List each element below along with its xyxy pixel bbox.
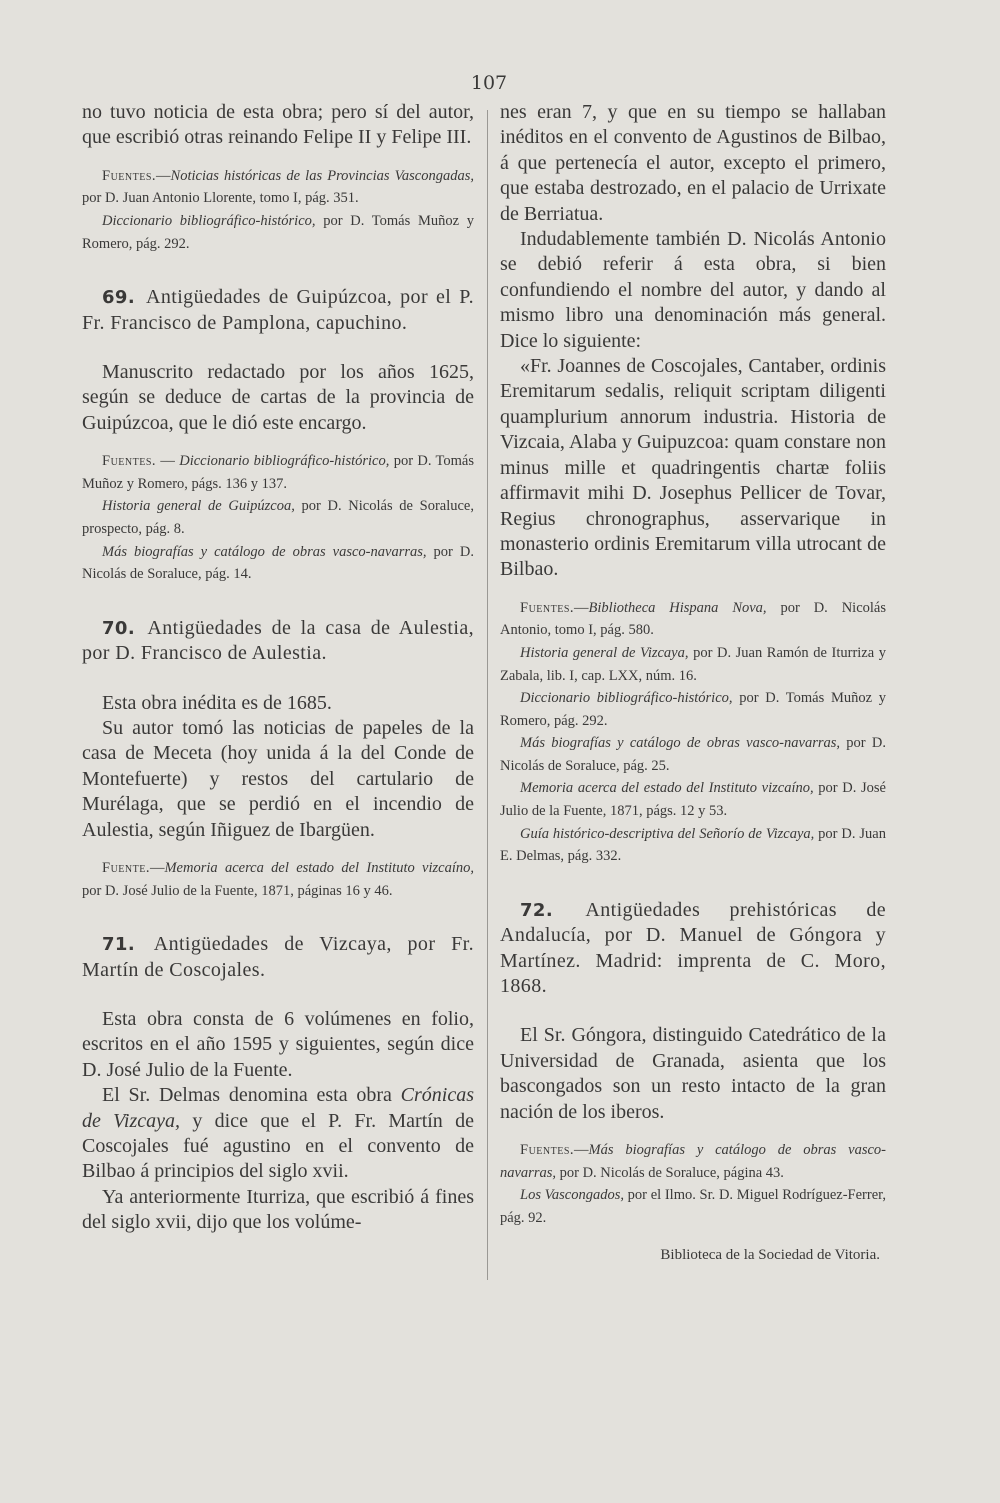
entry-number: 72. — [520, 899, 554, 921]
source-detail: por D. Juan Antonio Llorente, tomo I, pág. 351. — [82, 190, 359, 207]
source-title: Diccionario bibliográfico-histórico, — [102, 213, 316, 229]
entry-paragraph: Esta obra consta de 6 volúmenes en folio, escritos en el año 1595 y siguientes, según dice D. José Julio de la Fuente. — [82, 1008, 474, 1081]
sources-label: Fuente. — [102, 860, 150, 877]
entry-number: 71. — [102, 934, 136, 956]
sources-notes: Fuentes.—Noticias históricas de las Provincias Vascongadas, por D. Juan Antonio Llorente, tomo I, pág. 351. Diccionario bibliográfico-histórico, por D. Tomás Muñoz y Romero, pág. 292. — [82, 167, 474, 252]
entry-title: Antigüedades de la casa de Aulestia, por D. Francisco de Aulestia. — [82, 616, 474, 665]
source-title: Diccionario bibliográfico-histórico, — [179, 453, 390, 470]
sources-notes: Fuente.—Memoria acerca del estado del Instituto vizcaíno, por D. José Julio de la Fuente, 1871, páginas 16 y 46. — [82, 860, 474, 899]
page-number: 107 — [470, 72, 508, 94]
source-detail: por D. Tomás Muñoz y Romero, pág. 292. — [500, 690, 886, 729]
sources-label: Fuentes. — [520, 1142, 575, 1159]
paragraph-text: El Sr. Delmas denomina esta obra — [102, 1084, 401, 1107]
entry-heading — [82, 616, 474, 667]
sources-label: Fuentes. — [520, 599, 575, 616]
entry-paragraph: Esta obra inédita es de 1685. — [102, 691, 332, 714]
source-title: Más biografías y catálogo de obras vasco-navarras, — [520, 735, 841, 752]
source-title: Más biografías y catálogo de obras vasco-navarras, — [102, 543, 427, 560]
source-detail: por D. José Julio de la Fuente, 1871, págs. 12 y 53. — [500, 780, 886, 820]
entry-title: Antigüedades prehistóricas de Andalucía, por D. Manuel de Góngora y Martínez. Madrid: imprenta de C. Moro, 1868. — [500, 898, 887, 998]
cited-title: Crónicas de Vizcaya, — [82, 1084, 474, 1132]
source-detail: por D. Nicolás Antonio, tomo I, pág. 580. — [500, 599, 886, 639]
latin-quote: «Fr. Joannes de Coscojales, Cantaber, ordinis Eremitarum sedalis, reliquit scriptam diligenti quamplurium annorum industria. Historia de Vizcaia, Alaba y Guipuzcoa: quam constare non minus mille et quadringentis chartæ foliis affirmavit mihi D. Josephus Pellicer de Tovar, Regius chronographus, asservarique in monasterio ordinis Eremitarum villa utrocant de Bilbao. — [500, 355, 886, 581]
source-title: Noticias históricas de las Provincias Vascongadas, — [170, 167, 474, 184]
entry-heading — [82, 932, 474, 983]
source-detail: por D. Nicolás de Soraluce, pág. 25. — [500, 735, 886, 774]
source-title: Historia general de Vizcaya, — [520, 644, 689, 661]
entry-number: 70. — [102, 617, 136, 639]
entry-title: Antigüedades de Vizcaya, por Fr. Martín de Coscojales. — [82, 933, 475, 981]
source-title: Bibliotheca Hispana Nova, — [588, 599, 767, 616]
source-detail: por D. Nicolás de Soraluce, página 43. — [556, 1164, 784, 1181]
source-detail: por D. Juan Ramón de Iturriza y Zabala, lib. I, cap. LXX, núm. 16. — [500, 644, 886, 684]
sources-notes: Fuentes.—Bibliotheca Hispana Nova, por D. Nicolás Antonio, tomo I, pág. 580. Historia general de Vizcaya, por D. Juan Ramón de Iturriza y Zabala, lib. I, cap. LXX, núm. 16. Diccionario bibliográfico-histórico, por D. Tomás Muñoz y Romero, pág. 292. Más biografías y catálogo de obras vasco-navarras, por D. Nicolás de Soraluce, pág. 25. Memoria acerca del estado del Instituto vizcaíno, por D. José Julio de la Fuente, 1871, págs. 12 y 53. Guía histórico-descriptiva del Señorío de Vizcaya, por D. Juan E. Delmas, pág. 332. — [500, 599, 886, 865]
sources-notes: Fuentes.—Más biografías y catálogo de obras vasco-navarras, por D. Nicolás de Soraluce, página 43. Los Vascongados, por el Ilmo. Sr. D. Miguel Rodríguez-Ferrer, pág. 92. — [500, 1142, 886, 1226]
source-detail: por D. Juan E. Delmas, pág. 332. — [500, 825, 886, 865]
source-detail: por D. Nicolás de Soraluce, pág. 14. — [82, 543, 474, 583]
entry-paragraph: El Sr. Góngora, distinguido Catedrático de la Universidad de Granada, asienta que los bascongados son un resto intacto de la gran nación de los iberos. — [500, 1024, 886, 1123]
entry-number: 69. — [102, 287, 136, 309]
sources-notes: Fuentes. — Diccionario bibliográfico-histórico, por D. Tomás Muñoz y Romero, págs. 136 y 137. Historia general de Guipúzcoa, por D. Nicolás de Soraluce, prospecto, pág. 8. Más biografías y catálogo de obras vasco-navarras, por D. Nicolás de Soraluce, pág. 14. — [82, 453, 475, 583]
right-column — [500, 100, 886, 1264]
source-detail: por D. José Julio de la Fuente, 1871, páginas 16 y 46. — [82, 882, 393, 899]
column-divider — [487, 110, 488, 1280]
entry-paragraph: Manuscrito redactado por los años 1625, según se deduce de cartas de la provincia de Guipúzcoa, que le dió este encargo. — [82, 361, 474, 434]
paragraph-text: y dice que el P. Fr. Martín de Coscojales fué agustino en el convento de Bilbao á principios del siglo xvii. — [82, 1109, 474, 1183]
sources-label: Fuentes. — [102, 167, 157, 184]
source-title: Memoria acerca del estado del Instituto vizcaíno, — [164, 860, 474, 877]
entry-paragraph: Indudablemente también D. Nicolás Antonio se debió referir á esta obra, si bien confundiendo el nombre del autor, y dando al mismo libro una denominación más general. Dice lo siguiente: — [500, 228, 886, 352]
entry-heading — [500, 898, 886, 1000]
source-title: Los Vascongados, — [520, 1187, 624, 1204]
source-title: Más biografías y catálogo de obras vasco-navarras, — [500, 1142, 886, 1181]
source-detail: por D. Tomás Muñoz y Romero, pág. 292. — [82, 213, 474, 252]
continuation-paragraph: nes eran 7, y que en su tiempo se hallaban inéditos en el convento de Agustinos de Bilbao, á que pertenecía el autor, excepto el primero, que estaba destrozado, en el palacio de Urrixate de Berriatua. — [500, 101, 886, 225]
continuation-paragraph: no tuvo noticia de esta obra; pero sí del autor, que escribió otras reinando Felipe II y Felipe III. — [82, 101, 474, 149]
entry-title: Antigüedades de Guipúzcoa, por el P. Fr. Francisco de Pamplona, capuchino. — [82, 286, 474, 334]
entry-heading — [82, 285, 474, 336]
sources-label: Fuentes. — [102, 453, 157, 470]
entry-paragraph — [82, 1083, 474, 1185]
entry-paragraph: Ya anteriormente Iturriza, que escribió á fines del siglo xvii, dijo que los volúme- — [82, 1185, 474, 1234]
library-credit: Biblioteca de la Sociedad de Vitoria. — [660, 1247, 880, 1264]
entry-paragraph: Su autor tomó las noticias de papeles de la casa de Meceta (hoy unida á la del Conde de Montefuerte) y restos del cartulario de Murélaga, que se perdió en el incendio de Aulestia, según Iñiguez de Ibargüen. — [82, 717, 474, 841]
source-title: Guía histórico-descriptiva del Señorío de Vizcaya, — [520, 825, 815, 842]
source-title: Historia general de Guipúzcoa, — [102, 498, 295, 515]
left-column — [82, 100, 474, 1236]
source-detail: por D. Nicolás de Soraluce, prospecto, pág. 8. — [82, 498, 474, 537]
source-detail: por D. Tomás Muñoz y Romero, págs. 136 y 137. — [82, 453, 475, 492]
source-title: Diccionario bibliográfico-histórico, — [520, 690, 733, 707]
source-detail: por el Ilmo. Sr. D. Miguel Rodríguez-Ferrer, pág. 92. — [500, 1187, 886, 1226]
source-title: Memoria acerca del estado del Instituto vizcaíno, — [520, 780, 814, 797]
